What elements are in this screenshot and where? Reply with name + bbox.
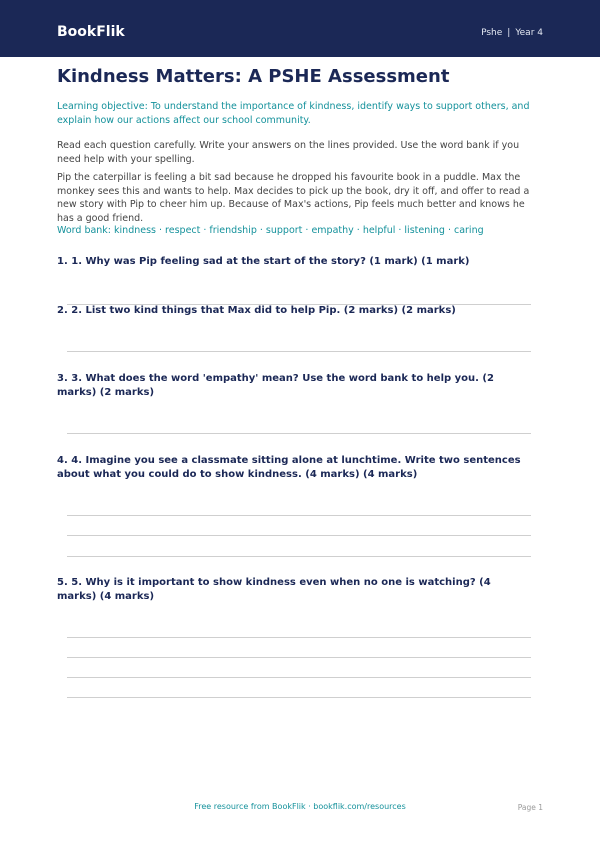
answer-line-q5-2[interactable]: [67, 657, 531, 658]
story-text: Pip the caterpillar is feeling a bit sad because he dropped his favourite book in a puddle. Max the monkey sees this and wants to help. Max decides to pick up the book, dry it off, and offer to read a new story with Pip to cheer him up. Because of Max's actions, Pip feels much better and knows he has a good friend.: [57, 172, 530, 224]
brand-logo: BookFlik: [57, 24, 125, 40]
subject-label: Pshe: [481, 28, 503, 38]
answer-line-q5-1[interactable]: [67, 637, 531, 638]
answer-line-q2-1[interactable]: [67, 351, 531, 352]
question-3: 3. 3. What does the word 'empathy' mean? Use the word bank to help you. (2 marks) (2 marks): [57, 373, 494, 398]
header-meta: [481, 27, 543, 39]
footer-credit[interactable]: Free resource from BookFlik · bookflik.com/resources: [194, 802, 406, 811]
meta-separator: |: [507, 28, 511, 38]
year-label: Year 4: [515, 28, 543, 38]
question-5: 5. 5. Why is it important to show kindness even when no one is watching? (4 marks) (4 marks): [57, 577, 491, 602]
page-header: [0, 0, 600, 57]
question-4: 4. 4. Imagine you see a classmate sitting alone at lunchtime. Write two sentences about what you could do to show kindness. (4 marks) (4 marks): [57, 455, 521, 480]
answer-line-q4-1[interactable]: [67, 515, 531, 516]
question-2: 2. 2. List two kind things that Max did to help Pip. (2 marks) (2 marks): [57, 305, 456, 316]
answer-line-q3-1[interactable]: [67, 433, 531, 434]
question-1: 1. 1. Why was Pip feeling sad at the start of the story? (1 mark) (1 mark): [57, 256, 470, 267]
page-number: Page 1: [517, 803, 543, 812]
instructions: Read each question carefully. Write your answers on the lines provided. Use the word bank if you need help with your spelling.: [57, 140, 520, 165]
page-title: Kindness Matters: A PSHE Assessment: [57, 66, 450, 87]
learning-objective: Learning objective: To understand the importance of kindness, identify ways to support others, and explain how our actions affect our school community.: [57, 101, 530, 126]
answer-line-q4-2[interactable]: [67, 535, 531, 536]
word-bank: Word bank: kindness · respect · friendship · support · empathy · helpful · listening · caring: [57, 225, 484, 236]
answer-line-q5-3[interactable]: [67, 677, 531, 678]
answer-line-q4-3[interactable]: [67, 556, 531, 557]
answer-line-q5-4[interactable]: [67, 697, 531, 698]
